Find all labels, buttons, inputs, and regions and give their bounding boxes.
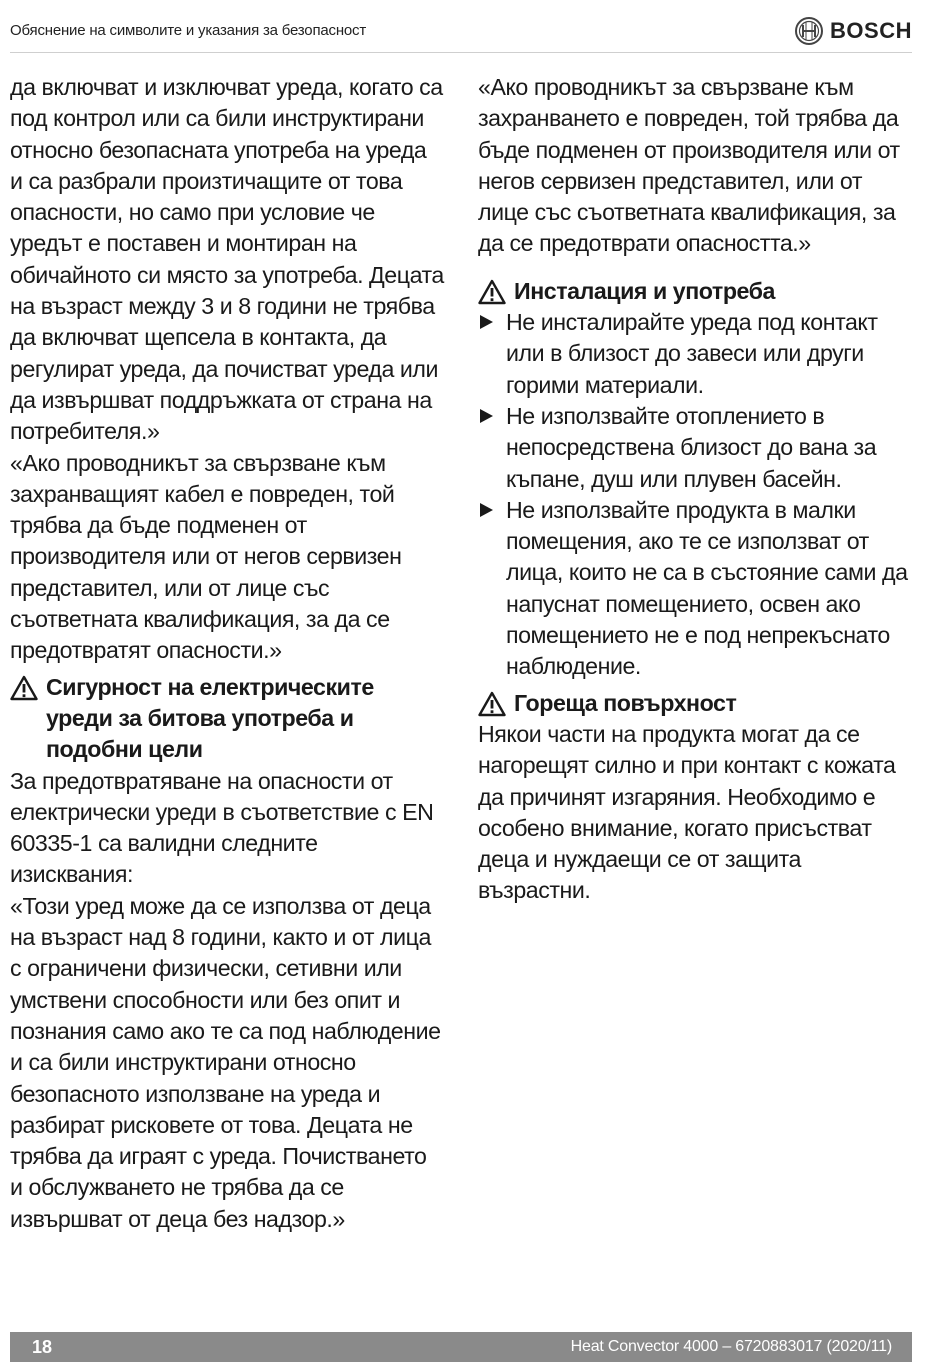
paragraph: да включват и изключват уреда, когато са под контрол или са били инструктирани относно безопасната употреба на уреда и са разбрали произтичащите от това опасности, но само при условие че уредът е поставен и монтиран на обичайното си място за употреба. Децата на възраст между 3 и 8 години не трябва да включват щепсела в контакта, да регулират уреда, да почистват уреда или да извършват поддръжката от страна на потребителя.» <box>10 74 444 445</box>
list-item <box>478 307 912 401</box>
bullet-triangle-icon <box>480 409 493 423</box>
list-item-text: Не инсталирайте уреда под контакт или в близост до завеси или други горими материали. <box>506 309 878 398</box>
warning-triangle-icon <box>10 675 38 701</box>
bullet-list <box>478 307 912 683</box>
list-item <box>478 495 912 683</box>
paragraph: «Ако проводникът за свързване към захранването е повреден, той трябва да бъде подменен от производителя или от негов сервизен представител, или от лице със съответната квалификация, за да се предотврати опасността.» <box>478 74 900 257</box>
brand-logo <box>794 16 912 46</box>
left-column <box>10 72 444 1235</box>
right-column <box>478 72 912 907</box>
document-id: Heat Convector 4000 – 6720883017 (2020/11) <box>570 1338 892 1355</box>
header-title: Обяснение на символите и указания за безопасност <box>10 22 367 39</box>
page-footer <box>10 1332 912 1362</box>
list-item-text: Не използвайте отоплението в непосредствена близост до вана за къпане, душ или плувен басейн. <box>506 402 877 492</box>
heading-text: Инсталация и употреба <box>514 277 775 304</box>
section-heading <box>478 276 912 307</box>
paragraph: Някои части на продукта могат да се нагорещят силно и при контакт с кожата да причинят изгаряния. Необходимо е особено внимание, когато присъстват деца и нуждаещи се от защита възрастни. <box>478 720 896 904</box>
section-heading <box>10 672 444 766</box>
bosch-armature-icon <box>794 16 824 46</box>
list-item-text: Не използвайте продукта в малки помещения, ако те се използват от лица, които не са в състояние сами да напуснат помещението, освен ако помещението не е под непрекъснато наблюдение. <box>506 496 908 680</box>
paragraph: «Ако проводникът за свързване към захранващият кабел е повреден, той трябва да бъде подменен от производителя или от негов сервизен представител, или от лице със съответната квалификация, за да се предотвратят опасности.» <box>10 449 402 664</box>
bullet-triangle-icon <box>480 503 493 517</box>
heading-text: Гореща повърхност <box>514 689 737 716</box>
page-number: 18 <box>32 1337 53 1357</box>
brand-name: BOSCH <box>830 18 912 43</box>
section-heading <box>478 688 912 719</box>
page-header <box>10 14 912 53</box>
warning-triangle-icon <box>478 279 506 305</box>
paragraph: «Този уред може да се използва от деца на възраст над 8 години, както и от лица с ограничени физически, сетивни или умствени способности или без опит и познания само ако те са под наблюдение и са били инструктирани относно безопасното използване на уреда и разбират рисковете от това. Децата не трябва да играят с уреда. Почистването и обслужването не трябва да се извършват от деца без надзор.» <box>10 892 441 1232</box>
heading-text: Сигурност на електрическите уреди за битова употреба и подобни цели <box>46 673 374 763</box>
warning-triangle-icon <box>478 691 506 717</box>
list-item <box>478 401 912 495</box>
bullet-triangle-icon <box>480 315 493 329</box>
paragraph: За предотвратяване на опасности от електрически уреди в съответствие с EN 60335-1 са валидни следните изисквания: <box>10 767 434 888</box>
